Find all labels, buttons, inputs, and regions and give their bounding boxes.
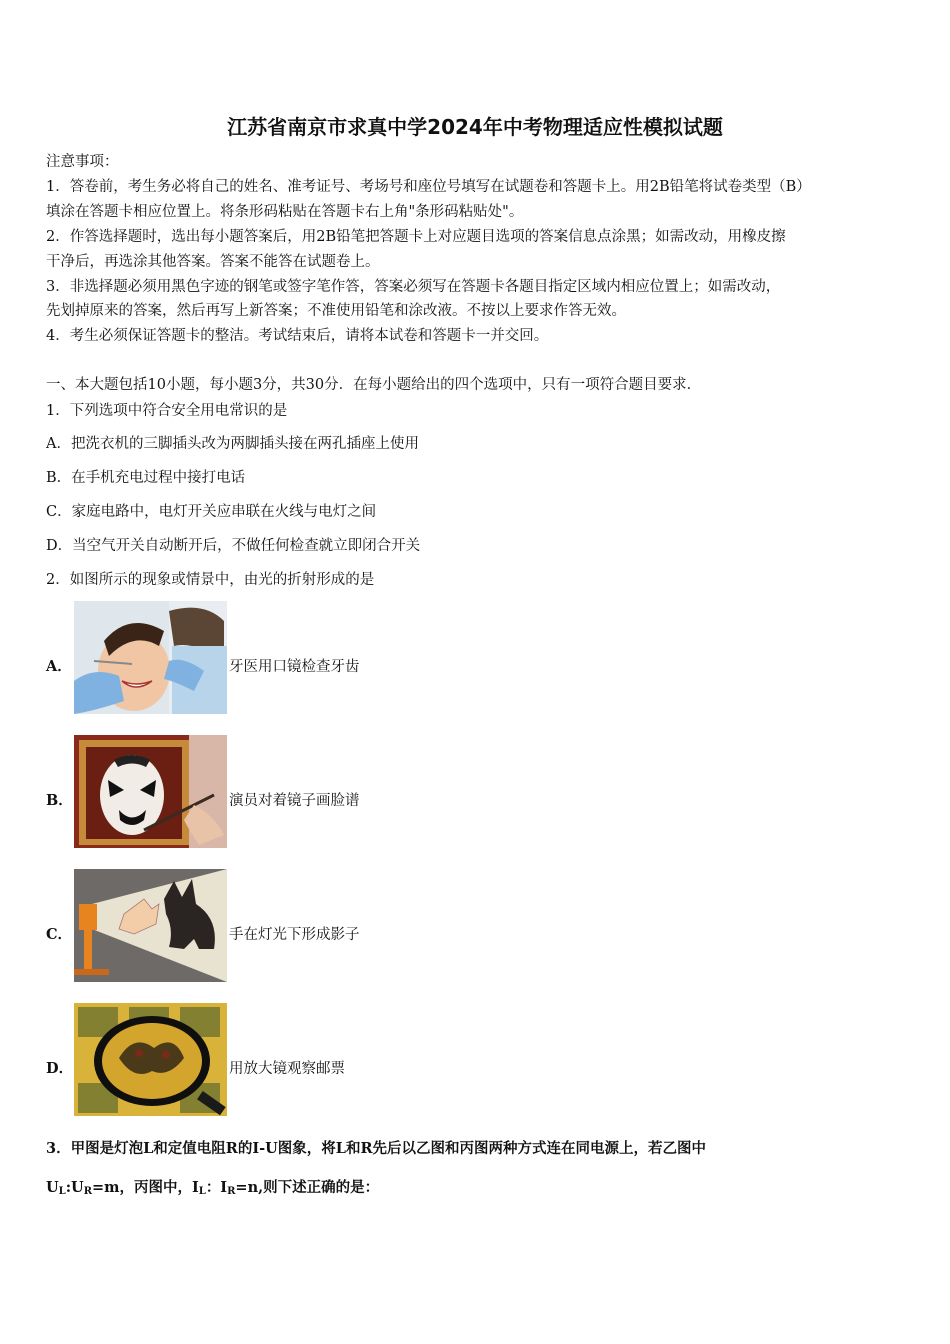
question-1-stem: 1．下列选项中符合安全用电常识的是 — [46, 403, 288, 419]
q2-option-d-text: 用放大镜观察邮票 — [229, 1061, 345, 1077]
notice-line: 2．作答选择题时，选出每小题答案后，用2B铅笔把答题卡上对应题目选项的答案信息点涂黑；如需改动，用橡皮擦 — [46, 229, 786, 245]
notice-heading: 注意事项： — [46, 154, 119, 170]
section-intro: 一、本大题包括10小题，每小题3分，共30分．在每小题给出的四个选项中，只有一项符合题目要求． — [46, 377, 702, 393]
q1-option-b: B．在手机充电过程中接打电话 — [46, 470, 246, 486]
question-2-stem: 2．如图所示的现象或情景中，由光的折射形成的是 — [46, 572, 375, 588]
opera-mask-mirror-image — [74, 735, 227, 848]
notice-line: 填涂在答题卡相应位置上。将条形码粘贴在答题卡右上角"条形码粘贴处"。 — [46, 204, 524, 220]
q2-option-d-letter: D． — [46, 1060, 74, 1077]
question-3-ratio-line: $U_L:U_R=m$，丙图中，$I_L$：$I_R=n$,则下述正确的是： — [46, 1179, 380, 1197]
notice-line: 3．非选择题必须用黑色字迹的钢笔或签字笔作答，答案必须写在答题卡各题目指定区域内相应位置上；如需改动， — [46, 279, 781, 295]
notice-line: 1．答卷前，考生务必将自己的姓名、准考证号、考场号和座位号填写在试题卷和答题卡上。用2B铅笔将试卷类型（B） — [46, 179, 811, 195]
notice-line: 干净后，再选涂其他答案。答案不能答在试题卷上。 — [46, 254, 380, 270]
notice-line: 先划掉原来的答案，然后再写上新答案；不准使用铅笔和涂改液。不按以上要求作答无效。 — [46, 303, 626, 319]
q1-option-a: A．把洗衣机的三脚插头改为两脚插头接在两孔插座上使用 — [46, 436, 419, 452]
q1-option-c: C．家庭电路中，电灯开关应串联在火线与电灯之间 — [46, 504, 377, 520]
dentist-mirror-image — [74, 601, 227, 714]
page-title: 江苏省南京市求真中学2024年中考物理适应性模拟试题 — [227, 115, 723, 139]
q2-option-b-text: 演员对着镜子画脸谱 — [229, 793, 360, 809]
q2-option-c-letter: C． — [46, 926, 73, 943]
q2-option-a-text: 牙医用口镜检查牙齿 — [229, 659, 360, 675]
notice-line: 4．考生必须保证答题卡的整洁。考试结束后，请将本试卷和答题卡一并交回。 — [46, 328, 549, 344]
hand-shadow-image — [74, 869, 227, 982]
q2-option-c-text: 手在灯光下形成影子 — [229, 927, 360, 943]
question-3-stem: 3．甲图是灯泡L和定值电阻R的I-U图象，将L和R先后以乙图和丙图两种方式连在同电源上，若乙图中 — [46, 1140, 707, 1157]
magnifier-stamp-image — [74, 1003, 227, 1116]
q1-option-d: D．当空气开关自动断开后，不做任何检查就立即闭合开关 — [46, 538, 421, 554]
q2-option-b-letter: B． — [46, 792, 73, 809]
q2-option-a-letter: A． — [46, 658, 72, 675]
